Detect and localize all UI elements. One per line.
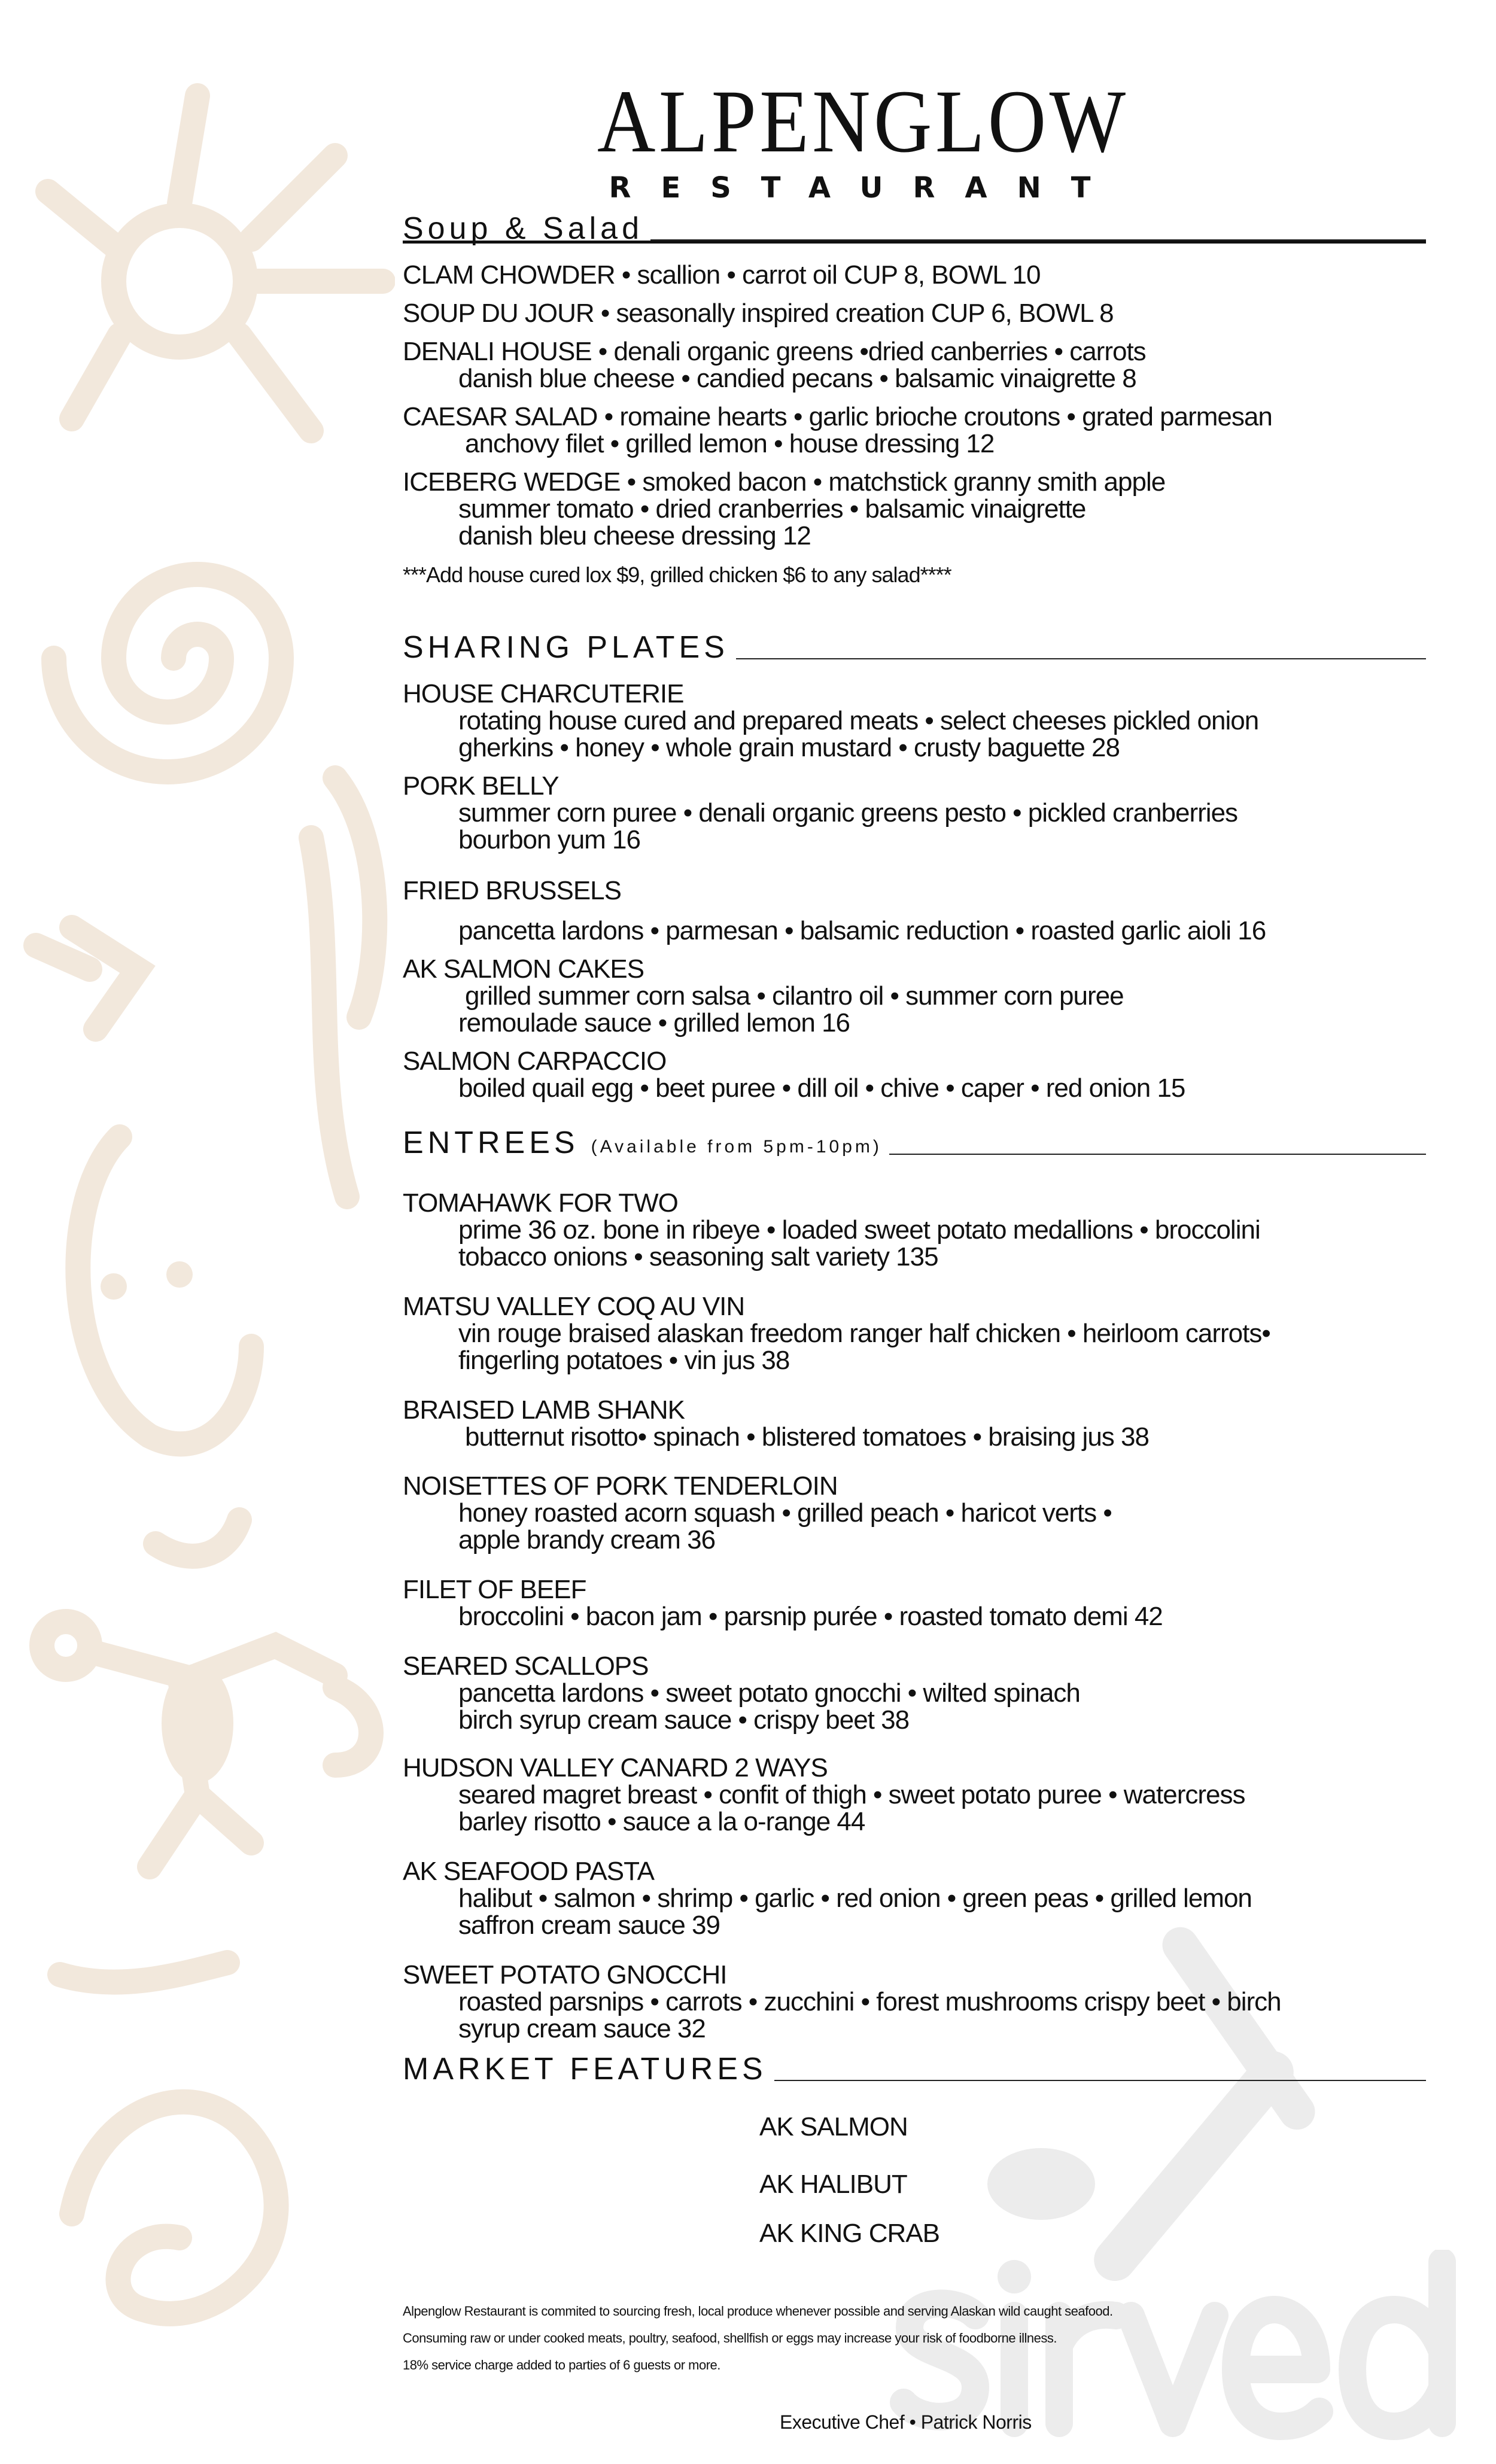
- menu-item-name: SEARED SCALLOPS: [403, 1651, 649, 1681]
- restaurant-subtitle: RESTAURANT: [609, 171, 1121, 205]
- menu-item-description: • scallion • carrot oil CUP 8, BOWL 10: [615, 260, 1041, 290]
- section-header: [403, 1125, 1426, 1161]
- salad-addon-note: ***Add house cured lox $9, grilled chicken $6 to any salad****: [403, 562, 951, 587]
- menu-item-description: saffron cream sauce 39: [458, 1911, 720, 1940]
- menu-item-description: broccolini • bacon jam • parsnip purée • roasted tomato demi 42: [458, 1602, 1163, 1631]
- menu-item-description: grilled summer corn salsa • cilantro oil • summer corn puree: [465, 981, 1124, 1011]
- menu-item-description: • seasonally inspired creation CUP 6, BOWL 8: [594, 299, 1114, 328]
- footer-note: 18% service charge added to parties of 6 guests or more.: [403, 2357, 720, 2372]
- menu-item-description: bourbon yum 16: [458, 825, 640, 854]
- executive-chef: Executive Chef • Patrick Norris: [780, 2411, 1032, 2433]
- menu-item-description: barley risotto • sauce a la o-range 44: [458, 1807, 865, 1836]
- menu-item-description: halibut • salmon • shrimp • garlic • red onion • green peas • grilled lemon: [458, 1884, 1252, 1913]
- section-title: SHARING PLATES: [403, 630, 729, 665]
- menu-item-name: FRIED BRUSSELS: [403, 876, 621, 905]
- menu-item-name: SWEET POTATO GNOCCHI: [403, 1960, 727, 1990]
- menu-item: [403, 403, 1272, 457]
- menu-item-name: SOUP DU JOUR: [403, 299, 594, 328]
- menu-item-description: boiled quail egg • beet puree • dill oil • chive • caper • red onion 15: [458, 1073, 1185, 1103]
- menu-item: [403, 680, 1258, 761]
- menu-item-description: anchovy filet • grilled lemon • house dressing 12: [465, 429, 995, 458]
- menu-item-description: syrup cream sauce 32: [458, 2014, 706, 2043]
- menu-item: [403, 1754, 1245, 1835]
- section-header: [403, 629, 1426, 665]
- menu-item-description: prime 36 oz. bone in ribeye • loaded sweet potato medallions • broccolini: [458, 1215, 1260, 1245]
- menu-item-description: • romaine hearts • garlic brioche croutons • grated parmesan: [597, 402, 1272, 431]
- menu-item: [403, 956, 1124, 1036]
- menu-item-description: danish bleu cheese dressing 12: [458, 521, 811, 550]
- menu-item-description: summer tomato • dried cranberries • balsamic vinaigrette: [458, 494, 1086, 524]
- menu-item-name: AK SALMON CAKES: [403, 954, 644, 984]
- market-feature: AK HALIBUT: [759, 2170, 907, 2199]
- menu-item-name: NOISETTES OF PORK TENDERLOIN: [403, 1471, 838, 1501]
- section-rule: [889, 1154, 1426, 1155]
- menu-item: [403, 1961, 1281, 2042]
- section-header: [403, 2051, 1426, 2087]
- footer-note: Alpenglow Restaurant is commited to sourcing fresh, local produce whenever possible and serving Alaskan wild caught seafood.: [403, 2304, 1113, 2319]
- section-subtitle: (Available from 5pm-10pm): [591, 1137, 882, 1157]
- menu-item-name: FILET OF BEEF: [403, 1575, 586, 1604]
- section-rule: [650, 239, 1426, 241]
- menu-item: [403, 1858, 1252, 1939]
- section-title: Soup & Salad: [403, 211, 644, 246]
- menu-item-description: gherkins • honey • whole grain mustard • crusty baguette 28: [458, 733, 1120, 762]
- petroglyph-decoration: [0, 0, 395, 2464]
- menu-item-description: honey roasted acorn squash • grilled peach • haricot verts •: [458, 1498, 1112, 1528]
- menu-item-name: SALMON CARPACCIO: [403, 1047, 667, 1076]
- market-feature: AK KING CRAB: [759, 2219, 939, 2248]
- footer-note: Consuming raw or under cooked meats, poultry, seafood, shellfish or eggs may increase your risk of foodborne illness.: [403, 2331, 1057, 2346]
- menu-item-name: CLAM CHOWDER: [403, 260, 615, 290]
- menu-item-description: pancetta lardons • parmesan • balsamic reduction • roasted garlic aioli 16: [458, 916, 1266, 945]
- menu-item: [403, 338, 1146, 392]
- menu-item: [403, 300, 1114, 327]
- section-header: [403, 211, 1426, 247]
- menu-item-description: rotating house cured and prepared meats • select cheeses pickled onion: [458, 706, 1259, 735]
- menu-item-name: AK SEAFOOD PASTA: [403, 1857, 655, 1886]
- menu-item: [403, 261, 1040, 288]
- menu-item-name: CAESAR SALAD: [403, 402, 598, 431]
- menu-item: [403, 1048, 1185, 1102]
- menu-item-name: ICEBERG WEDGE: [403, 467, 621, 497]
- menu-item: [403, 1190, 1260, 1270]
- menu-item-name: HUDSON VALLEY CANARD 2 WAYS: [403, 1753, 828, 1782]
- menu-item-name: DENALI HOUSE: [403, 337, 592, 366]
- menu-item: [403, 877, 1266, 944]
- menu-item-description: apple brandy cream 36: [458, 1525, 716, 1555]
- menu-item: [403, 772, 1237, 853]
- menu-item-description: • denali organic greens •dried canberries • carrots: [591, 337, 1146, 366]
- section-rule: [736, 658, 1426, 659]
- menu-item-name: BRAISED LAMB SHANK: [403, 1395, 685, 1425]
- menu-item-description: remoulade sauce • grilled lemon 16: [458, 1008, 850, 1038]
- section-title: ENTREES: [403, 1125, 579, 1160]
- market-feature: AK SALMON: [759, 2112, 908, 2141]
- menu-item-description: • smoked bacon • matchstick granny smith apple: [620, 467, 1166, 497]
- menu-item-description: summer corn puree • denali organic greens pesto • pickled cranberries: [458, 798, 1238, 828]
- menu-item: [403, 1397, 1149, 1450]
- section-title: MARKET FEATURES: [403, 2052, 767, 2086]
- menu-item-description: butternut risotto• spinach • blistered tomatoes • braising jus 38: [465, 1422, 1149, 1452]
- menu-item-description: seared magret breast • confit of thigh • sweet potato puree • watercress: [458, 1780, 1245, 1809]
- restaurant-logo: [568, 72, 1143, 205]
- menu-item: [403, 1473, 1112, 1553]
- restaurant-name: ALPENGLOW: [597, 72, 1129, 171]
- menu-item-description: danish blue cheese • candied pecans • balsamic vinaigrette 8: [458, 364, 1136, 393]
- menu-item-name: PORK BELLY: [403, 771, 559, 801]
- menu-item-name: TOMAHAWK FOR TWO: [403, 1188, 678, 1218]
- menu-item: [403, 1293, 1270, 1374]
- section-rule: [774, 2080, 1426, 2081]
- menu-item-description: birch syrup cream sauce • crispy beet 38: [458, 1705, 910, 1735]
- menu-item-description: vin rouge braised alaskan freedom ranger half chicken • heirloom carrots•: [458, 1319, 1270, 1348]
- menu-item: [403, 1576, 1163, 1630]
- menu-item-name: HOUSE CHARCUTERIE: [403, 679, 684, 708]
- menu-item-name: MATSU VALLEY COQ AU VIN: [403, 1292, 745, 1321]
- menu-item-description: fingerling potatoes • vin jus 38: [458, 1346, 790, 1375]
- menu-item-description: pancetta lardons • sweet potato gnocchi • wilted spinach: [458, 1678, 1080, 1708]
- menu-item-description: roasted parsnips • carrots • zucchini • forest mushrooms crispy beet • birch: [458, 1987, 1281, 2016]
- menu-item-description: tobacco onions • seasoning salt variety 135: [458, 1242, 938, 1271]
- menu-item: [403, 1653, 1080, 1733]
- menu-item: [403, 469, 1165, 549]
